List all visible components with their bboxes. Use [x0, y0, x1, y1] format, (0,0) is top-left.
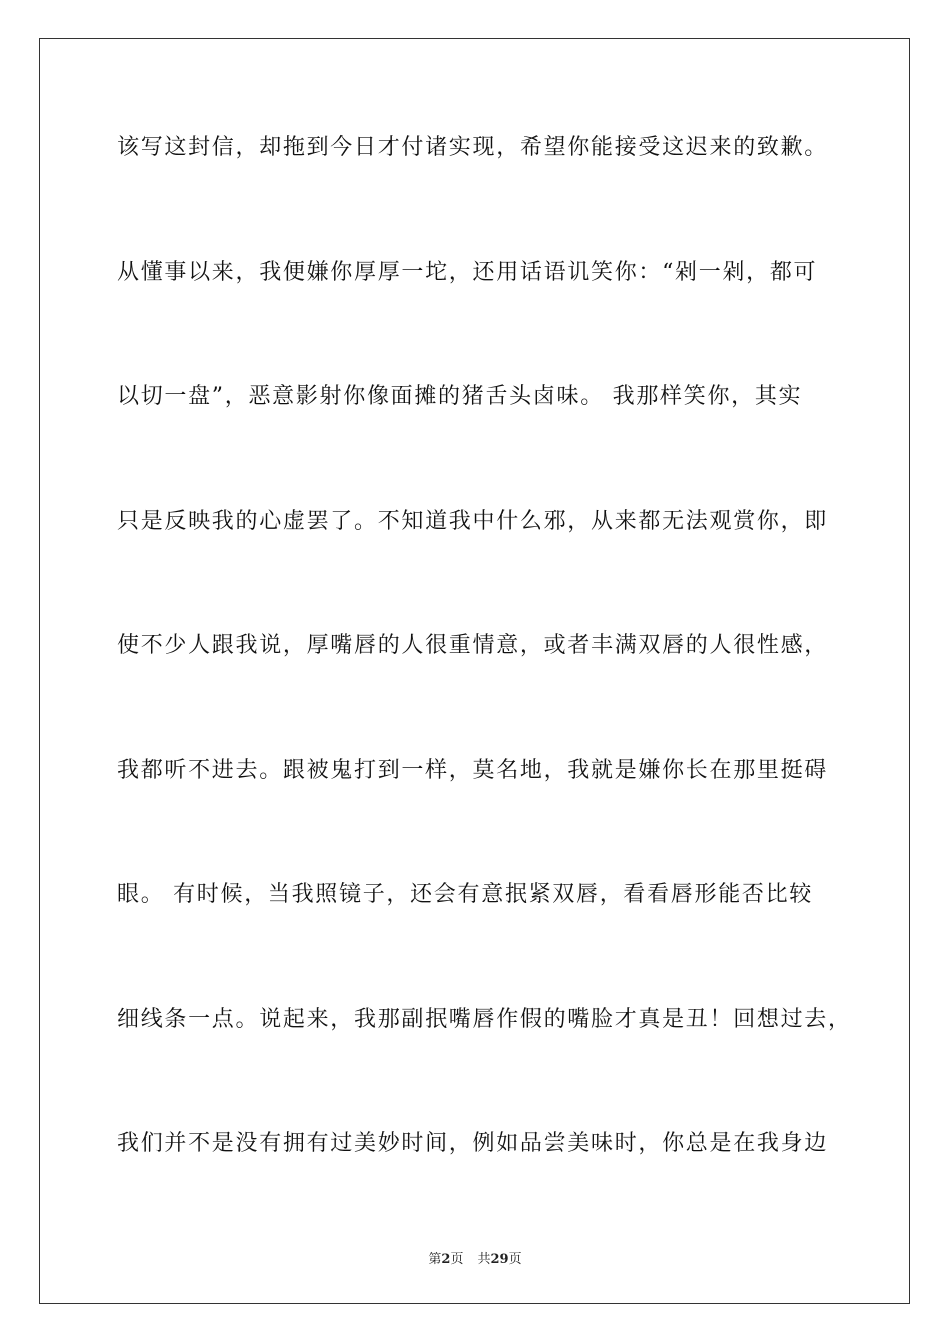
text-line-8: 细线条一点。说起来，我那副抿嘴唇作假的嘴脸才真是丑！回想过去， — [117, 1006, 852, 1032]
text-line-7: 眼。 有时候，当我照镜子，还会有意抿紧双唇，看看唇形能否比较 — [117, 882, 813, 907]
text-line-2: 从懂事以来，我便嫌你厚厚一坨，还用话语讥笑你：“剁一剁，都可 — [117, 259, 818, 285]
text-line-1: 该写这封信，却拖到今日才付诸实现，希望你能接受这迟来的致歉。 — [117, 135, 829, 160]
text-line-5: 使不少人跟我说，厚嘴唇的人很重情意，或者丰满双唇的人很性感， — [117, 633, 829, 658]
text-line-4: 只是反映我的心虚罢了。不知道我中什么邪，从来都无法观赏你，即 — [117, 508, 829, 534]
document-body — [117, 128, 852, 1249]
text-line-6: 我都听不进去。跟被鬼打到一样，莫名地，我就是嫌你长在那里挺碍 — [117, 757, 829, 783]
page-footer — [0, 1248, 950, 1267]
total-prefix: 共 — [477, 1252, 491, 1267]
text-line-3: 以切一盘”，恶意影射你像面摊的猪舌头卤味。 我那样笑你，其实 — [117, 384, 803, 409]
total-pages: 29 — [490, 1252, 509, 1267]
text-line-9: 我们并不是没有拥有过美妙时间，例如品尝美味时，你总是在我身边 — [117, 1131, 829, 1156]
total-suffix: 页 — [508, 1252, 522, 1267]
page-number: 2 — [441, 1252, 451, 1267]
page-prefix: 第 — [428, 1252, 442, 1267]
page-suffix: 页 — [450, 1252, 464, 1267]
